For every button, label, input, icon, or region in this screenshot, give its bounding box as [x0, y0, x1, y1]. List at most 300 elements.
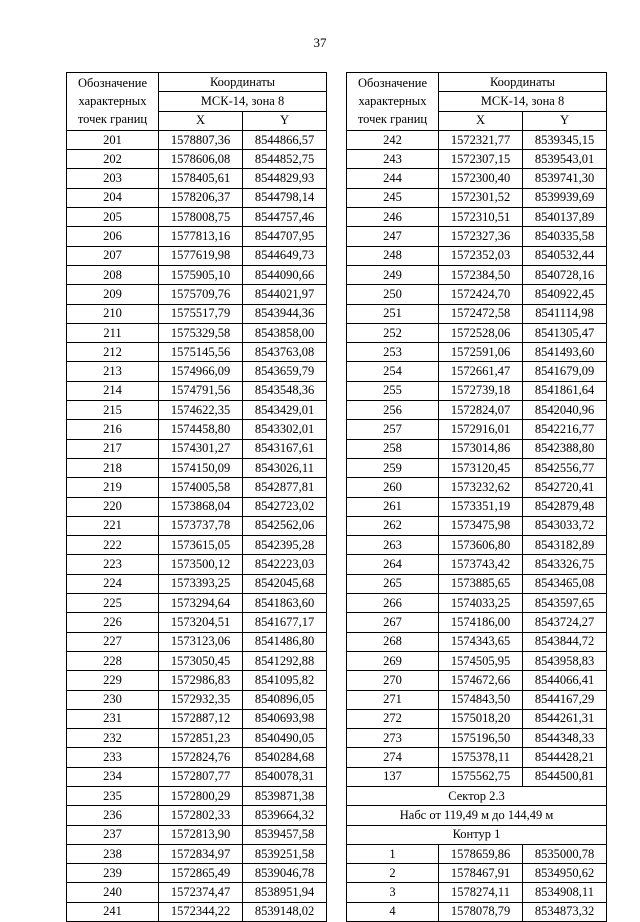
x-coordinate: 1573232,62: [439, 478, 523, 497]
table-row: [347, 343, 607, 362]
y-coordinate: 8544090,66: [243, 265, 327, 284]
point-number: 268: [347, 632, 439, 651]
point-number: 256: [347, 401, 439, 420]
point-number: 204: [67, 188, 159, 207]
x-coordinate: 1572813,90: [159, 825, 243, 844]
header-line: точек границ: [77, 112, 148, 127]
table-row: [67, 651, 327, 670]
x-coordinate: 1574458,80: [159, 420, 243, 439]
table-row: [347, 439, 607, 458]
sector-title: Сектор 2.3: [347, 786, 607, 805]
point-number: 254: [347, 362, 439, 381]
y-coordinate: 8543597,65: [523, 594, 607, 613]
x-coordinate: 1578008,75: [159, 208, 243, 227]
coords-header: Координаты: [439, 73, 607, 92]
x-coordinate: 1575196,50: [439, 729, 523, 748]
table-row: [347, 709, 607, 728]
point-number: 210: [67, 304, 159, 323]
point-number: 214: [67, 381, 159, 400]
x-coordinate: 1572807,77: [159, 767, 243, 786]
point-number: 243: [347, 150, 439, 169]
x-coordinate: 1573351,19: [439, 497, 523, 516]
point-number: 4: [347, 902, 439, 921]
table-row: [67, 883, 327, 902]
point-number: 1: [347, 844, 439, 863]
x-coordinate: 1572374,47: [159, 883, 243, 902]
x-coordinate: 1573475,98: [439, 516, 523, 535]
x-coordinate: 1575329,58: [159, 323, 243, 342]
table-row: [347, 574, 607, 593]
y-coordinate: 8544866,57: [243, 130, 327, 149]
x-coordinate: 1577619,98: [159, 246, 243, 265]
table-row: [347, 323, 607, 342]
point-number: 255: [347, 381, 439, 400]
table-row: [347, 748, 607, 767]
x-coordinate: 1575905,10: [159, 265, 243, 284]
y-coordinate: 8544348,33: [523, 729, 607, 748]
y-coordinate: 8542223,03: [243, 555, 327, 574]
point-number: 271: [347, 690, 439, 709]
point-number: 240: [67, 883, 159, 902]
table-row: [347, 169, 607, 188]
y-coordinate: 8539148,02: [243, 902, 327, 921]
y-coordinate: 8539457,58: [243, 825, 327, 844]
x-coordinate: 1573606,80: [439, 536, 523, 555]
point-number: 209: [67, 285, 159, 304]
point-number: 259: [347, 458, 439, 477]
x-coordinate: 1574033,25: [439, 594, 523, 613]
y-coordinate: 8539543,01: [523, 150, 607, 169]
table-row: [67, 246, 327, 265]
table-row: [347, 632, 607, 651]
point-number: 262: [347, 516, 439, 535]
y-coordinate: 8542877,81: [243, 478, 327, 497]
point-number: 219: [67, 478, 159, 497]
table-row: [347, 825, 607, 844]
y-coordinate: 8539345,15: [523, 130, 607, 149]
point-number: 202: [67, 150, 159, 169]
table-row: [67, 748, 327, 767]
table-row: [67, 574, 327, 593]
y-coordinate: 8540728,16: [523, 265, 607, 284]
left-table-body: [67, 130, 327, 921]
point-number: 231: [67, 709, 159, 728]
table-row: [67, 439, 327, 458]
table-row: [67, 555, 327, 574]
header-line: Обозначение: [357, 76, 428, 91]
point-number: 250: [347, 285, 439, 304]
x-coordinate: 1574966,09: [159, 362, 243, 381]
y-coordinate: 8544707,95: [243, 227, 327, 246]
table-row: [67, 594, 327, 613]
point-number: 264: [347, 555, 439, 574]
y-coordinate: 8543465,08: [523, 574, 607, 593]
y-coordinate: 8543026,11: [243, 458, 327, 477]
x-coordinate: 1574843,50: [439, 690, 523, 709]
point-number: 217: [67, 439, 159, 458]
x-coordinate: 1572321,77: [439, 130, 523, 149]
coordinates-table-right: [346, 72, 607, 922]
table-row: [67, 150, 327, 169]
x-coordinate: 1578606,08: [159, 150, 243, 169]
table-row: [67, 825, 327, 844]
y-coordinate: 8543429,01: [243, 401, 327, 420]
table-row: [67, 323, 327, 342]
table-row: [67, 343, 327, 362]
coordinates-table-left: [66, 72, 327, 922]
y-coordinate: 8541677,17: [243, 613, 327, 632]
x-coordinate: 1572824,07: [439, 401, 523, 420]
table-row: [67, 497, 327, 516]
x-coordinate: 1572591,06: [439, 343, 523, 362]
y-coordinate: 8543844,72: [523, 632, 607, 651]
x-coordinate: 1574301,27: [159, 439, 243, 458]
y-header: Y: [523, 111, 607, 130]
point-number: 221: [67, 516, 159, 535]
table-row: [347, 188, 607, 207]
table-row: [347, 864, 607, 883]
table-row: [347, 478, 607, 497]
table-row: [347, 130, 607, 149]
y-coordinate: 8534873,32: [523, 902, 607, 921]
point-number: 232: [67, 729, 159, 748]
table-row: [347, 594, 607, 613]
x-coordinate: 1574505,95: [439, 651, 523, 670]
x-coordinate: 1578467,91: [439, 864, 523, 883]
y-coordinate: 8542723,02: [243, 497, 327, 516]
table-row: [347, 246, 607, 265]
point-number: 3: [347, 883, 439, 902]
table-row: [347, 690, 607, 709]
table-row: [67, 806, 327, 825]
table-row: [67, 613, 327, 632]
table-row: [347, 671, 607, 690]
point-number: 2: [347, 864, 439, 883]
x-coordinate: 1572472,58: [439, 304, 523, 323]
table-row: [67, 786, 327, 805]
x-coordinate: 1572528,06: [439, 323, 523, 342]
point-number: 227: [67, 632, 159, 651]
point-number: 235: [67, 786, 159, 805]
x-coordinate: 1573050,45: [159, 651, 243, 670]
point-number: 267: [347, 613, 439, 632]
table-row: [67, 381, 327, 400]
y-coordinate: 8540137,89: [523, 208, 607, 227]
y-coordinate: 8543167,61: [243, 439, 327, 458]
table-row: [67, 478, 327, 497]
point-number: 246: [347, 208, 439, 227]
x-coordinate: 1573743,42: [439, 555, 523, 574]
x-coordinate: 1572800,29: [159, 786, 243, 805]
x-coordinate: 1572986,83: [159, 671, 243, 690]
table-row: [347, 516, 607, 535]
point-number: 241: [67, 902, 159, 921]
y-coordinate: 8543326,75: [523, 555, 607, 574]
table-row: [67, 285, 327, 304]
point-label-header: [67, 73, 159, 131]
y-coordinate: 8542395,28: [243, 536, 327, 555]
y-coordinate: 8543858,00: [243, 323, 327, 342]
point-number: 236: [67, 806, 159, 825]
x-coordinate: 1578206,37: [159, 188, 243, 207]
x-coordinate: 1578405,61: [159, 169, 243, 188]
y-coordinate: 8540335,58: [523, 227, 607, 246]
contour-title: Контур 1: [347, 825, 607, 844]
table-row: [347, 729, 607, 748]
x-coordinate: 1575562,75: [439, 767, 523, 786]
table-row: [347, 265, 607, 284]
table-row: [67, 169, 327, 188]
table-row: [347, 844, 607, 863]
table-row: [347, 786, 607, 805]
table-row: [67, 729, 327, 748]
table-row: [67, 844, 327, 863]
table-row: [347, 767, 607, 786]
y-coordinate: 8542562,06: [243, 516, 327, 535]
table-row: [347, 208, 607, 227]
point-number: 274: [347, 748, 439, 767]
point-number: 269: [347, 651, 439, 670]
y-coordinate: 8535000,78: [523, 844, 607, 863]
y-coordinate: 8541863,60: [243, 594, 327, 613]
point-number: 213: [67, 362, 159, 381]
point-number: 223: [67, 555, 159, 574]
x-coordinate: 1572824,76: [159, 748, 243, 767]
y-coordinate: 8541305,47: [523, 323, 607, 342]
x-coordinate: 1574622,35: [159, 401, 243, 420]
table-row: [67, 188, 327, 207]
table-row: [67, 864, 327, 883]
x-coordinate: 1573120,45: [439, 458, 523, 477]
x-coordinate: 1574150,09: [159, 458, 243, 477]
x-coordinate: 1572834,97: [159, 844, 243, 863]
point-number: 201: [67, 130, 159, 149]
x-coordinate: 1572851,23: [159, 729, 243, 748]
point-number: 238: [67, 844, 159, 863]
point-number: 270: [347, 671, 439, 690]
table-row: [347, 536, 607, 555]
x-coordinate: 1572865,49: [159, 864, 243, 883]
point-number: 251: [347, 304, 439, 323]
y-coordinate: 8539046,78: [243, 864, 327, 883]
point-number: 266: [347, 594, 439, 613]
x-coordinate: 1572802,33: [159, 806, 243, 825]
y-coordinate: 8541095,82: [243, 671, 327, 690]
point-number: 218: [67, 458, 159, 477]
x-coordinate: 1574672,66: [439, 671, 523, 690]
x-coordinate: 1578807,36: [159, 130, 243, 149]
y-coordinate: 8540284,68: [243, 748, 327, 767]
point-number: 234: [67, 767, 159, 786]
point-number: 203: [67, 169, 159, 188]
y-coordinate: 8544798,14: [243, 188, 327, 207]
y-coordinate: 8543302,01: [243, 420, 327, 439]
x-coordinate: 1572661,47: [439, 362, 523, 381]
y-coordinate: 8544852,75: [243, 150, 327, 169]
y-coordinate: 8540922,45: [523, 285, 607, 304]
table-row: [347, 362, 607, 381]
y-coordinate: 8543724,27: [523, 613, 607, 632]
x-coordinate: 1575517,79: [159, 304, 243, 323]
y-coordinate: 8544757,46: [243, 208, 327, 227]
point-number: 272: [347, 709, 439, 728]
table-row: [67, 516, 327, 535]
x-coordinate: 1572887,12: [159, 709, 243, 728]
right-table-body: [347, 130, 607, 921]
x-coordinate: 1573737,78: [159, 516, 243, 535]
x-coordinate: 1574186,00: [439, 613, 523, 632]
point-number: 245: [347, 188, 439, 207]
y-coordinate: 8544167,29: [523, 690, 607, 709]
point-number: 225: [67, 594, 159, 613]
table-row: [67, 401, 327, 420]
table-row: [347, 285, 607, 304]
point-number: 228: [67, 651, 159, 670]
x-coordinate: 1574791,56: [159, 381, 243, 400]
x-header: X: [159, 111, 243, 130]
table-row: [347, 806, 607, 825]
x-coordinate: 1577813,16: [159, 227, 243, 246]
table-row: [347, 401, 607, 420]
point-number: 247: [347, 227, 439, 246]
x-coordinate: 1573615,05: [159, 536, 243, 555]
table-row: [347, 497, 607, 516]
x-coordinate: 1572384,50: [439, 265, 523, 284]
x-coordinate: 1572344,22: [159, 902, 243, 921]
y-coordinate: 8542556,77: [523, 458, 607, 477]
y-coordinate: 8539741,30: [523, 169, 607, 188]
y-coordinate: 8543944,36: [243, 304, 327, 323]
point-number: 230: [67, 690, 159, 709]
y-coordinate: 8534908,11: [523, 883, 607, 902]
x-coordinate: 1572307,15: [439, 150, 523, 169]
x-coordinate: 1572310,51: [439, 208, 523, 227]
point-number: 212: [67, 343, 159, 362]
x-coordinate: 1572932,35: [159, 690, 243, 709]
point-number: 273: [347, 729, 439, 748]
table-row: [347, 883, 607, 902]
point-number: 258: [347, 439, 439, 458]
point-number: 208: [67, 265, 159, 284]
x-coordinate: 1574343,65: [439, 632, 523, 651]
table-row: [67, 690, 327, 709]
point-number: 242: [347, 130, 439, 149]
header-line: Обозначение: [77, 76, 148, 91]
y-coordinate: 8542879,48: [523, 497, 607, 516]
y-coordinate: 8540490,05: [243, 729, 327, 748]
x-coordinate: 1572424,70: [439, 285, 523, 304]
point-number: 229: [67, 671, 159, 690]
point-label-header: [347, 73, 439, 131]
y-coordinate: 8543548,36: [243, 381, 327, 400]
table-row: [347, 227, 607, 246]
x-coordinate: 1572739,18: [439, 381, 523, 400]
header-line: характерных: [78, 94, 147, 109]
y-coordinate: 8540693,98: [243, 709, 327, 728]
table-row: [67, 130, 327, 149]
point-number: 233: [67, 748, 159, 767]
coords-header: Координаты: [159, 73, 327, 92]
y-coordinate: 8543958,83: [523, 651, 607, 670]
x-coordinate: 1578078,79: [439, 902, 523, 921]
table-row: [67, 208, 327, 227]
y-coordinate: 8539939,69: [523, 188, 607, 207]
table-row: [67, 709, 327, 728]
table-row: [347, 613, 607, 632]
y-coordinate: 8540532,44: [523, 246, 607, 265]
x-coordinate: 1578659,86: [439, 844, 523, 863]
point-number: 260: [347, 478, 439, 497]
point-number: 216: [67, 420, 159, 439]
x-coordinate: 1575378,11: [439, 748, 523, 767]
table-row: [347, 555, 607, 574]
point-number: 253: [347, 343, 439, 362]
y-coordinate: 8542388,80: [523, 439, 607, 458]
y-coordinate: 8540078,31: [243, 767, 327, 786]
y-coordinate: 8542720,41: [523, 478, 607, 497]
y-header: Y: [243, 111, 327, 130]
y-coordinate: 8539664,32: [243, 806, 327, 825]
table-row: [347, 651, 607, 670]
x-coordinate: 1573393,25: [159, 574, 243, 593]
table-row: [67, 632, 327, 651]
y-coordinate: 8541486,80: [243, 632, 327, 651]
y-coordinate: 8541679,09: [523, 362, 607, 381]
y-coordinate: 8544428,21: [523, 748, 607, 767]
x-coordinate: 1575145,56: [159, 343, 243, 362]
header-line: характерных: [358, 94, 427, 109]
x-header: X: [439, 111, 523, 130]
point-number: 226: [67, 613, 159, 632]
point-number: 205: [67, 208, 159, 227]
x-coordinate: 1572327,36: [439, 227, 523, 246]
table-row: [67, 536, 327, 555]
y-coordinate: 8544829,93: [243, 169, 327, 188]
point-number: 248: [347, 246, 439, 265]
page-number: 37: [313, 35, 327, 50]
point-number: 239: [67, 864, 159, 883]
x-coordinate: 1574005,58: [159, 478, 243, 497]
point-number: 215: [67, 401, 159, 420]
point-number: 207: [67, 246, 159, 265]
x-coordinate: 1575709,76: [159, 285, 243, 304]
x-coordinate: 1572300,40: [439, 169, 523, 188]
point-number: 206: [67, 227, 159, 246]
x-coordinate: 1575018,20: [439, 709, 523, 728]
point-number: 252: [347, 323, 439, 342]
point-number: 257: [347, 420, 439, 439]
y-coordinate: 8543763,08: [243, 343, 327, 362]
y-coordinate: 8542045,68: [243, 574, 327, 593]
y-coordinate: 8541114,98: [523, 304, 607, 323]
table-row: [347, 381, 607, 400]
point-number: 249: [347, 265, 439, 284]
table-row: [67, 265, 327, 284]
table-row: [67, 671, 327, 690]
sector-subtitle: Набс от 119,49 м до 144,49 м: [347, 806, 607, 825]
x-coordinate: 1573123,06: [159, 632, 243, 651]
y-coordinate: 8543659,79: [243, 362, 327, 381]
x-coordinate: 1573014,86: [439, 439, 523, 458]
y-coordinate: 8541493,60: [523, 343, 607, 362]
point-number: 222: [67, 536, 159, 555]
point-number: 261: [347, 497, 439, 516]
y-coordinate: 8543182,89: [523, 536, 607, 555]
y-coordinate: 8539251,58: [243, 844, 327, 863]
table-row: [67, 362, 327, 381]
x-coordinate: 1572301,52: [439, 188, 523, 207]
x-coordinate: 1572916,01: [439, 420, 523, 439]
